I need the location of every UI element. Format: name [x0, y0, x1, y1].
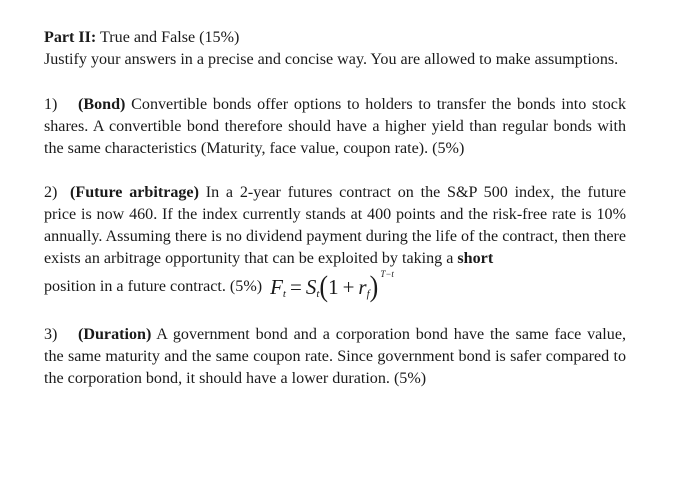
- question-2-number: 2): [44, 184, 58, 201]
- formula-rate-sub: f: [366, 288, 370, 300]
- formula-plus: +: [342, 275, 355, 299]
- document-page: [44, 27, 626, 390]
- question-3-number: 3): [44, 326, 58, 343]
- part-title-bold: Part II:: [44, 29, 97, 46]
- question-3-topic: (Duration): [78, 326, 152, 343]
- question-1-text: Convertible bonds offer options to holders to transfer the bonds into stock shares. A convertible bond therefore should have a higher yield than regular bonds with the same characteristics (Maturity, face value, coupon rate). (5%): [44, 96, 626, 157]
- question-1: [44, 94, 626, 160]
- part-heading: [44, 27, 626, 49]
- question-1-topic: (Bond): [78, 96, 126, 113]
- question-2-topic: (Future arbitrage): [70, 184, 199, 201]
- question-2-text: In a 2-year futures contract on the S&P 500 index, the future price is now 460. If the index currently stands at 400 points and the risk-free rate is 10% annually. Assuming there is no dividend payment during the life of the contract, then there exists an arbitrage opportunity that can be exploited by taking a: [44, 184, 626, 267]
- instructions: Justify your answers in a precise and concise way. You are allowed to make assumptions.: [44, 51, 619, 68]
- part-title-rest: True and False (15%): [96, 29, 240, 46]
- formula-close-paren: ): [369, 269, 379, 304]
- formula-rate: r: [358, 275, 367, 299]
- question-2: [44, 182, 626, 304]
- formula-lhs-sub: t: [282, 288, 286, 300]
- question-3: [44, 324, 626, 390]
- question-2-body: [44, 182, 626, 270]
- formula-equals: =: [289, 275, 302, 299]
- formula-one: 1: [328, 275, 339, 299]
- question-1-number: 1): [44, 96, 58, 113]
- formula-lhs: F: [270, 275, 283, 299]
- formula-open-paren: (: [319, 269, 329, 304]
- futures-price-formula: [270, 269, 394, 304]
- question-3-text: A government bond and a corporation bond have the same face value, the same maturity and the same coupon rate. Since government bond is safer compared to the corporation bond, it should have a lower duration. (5%): [44, 326, 626, 387]
- formula-spot: S: [305, 275, 317, 299]
- formula-spot-sub: t: [316, 288, 320, 300]
- question-2-bold-word: short: [457, 250, 494, 267]
- formula-exponent: T−t: [380, 269, 394, 279]
- question-2-last-line: [44, 269, 626, 304]
- question-2-tail-text: position in a future contract. (5%): [44, 278, 263, 295]
